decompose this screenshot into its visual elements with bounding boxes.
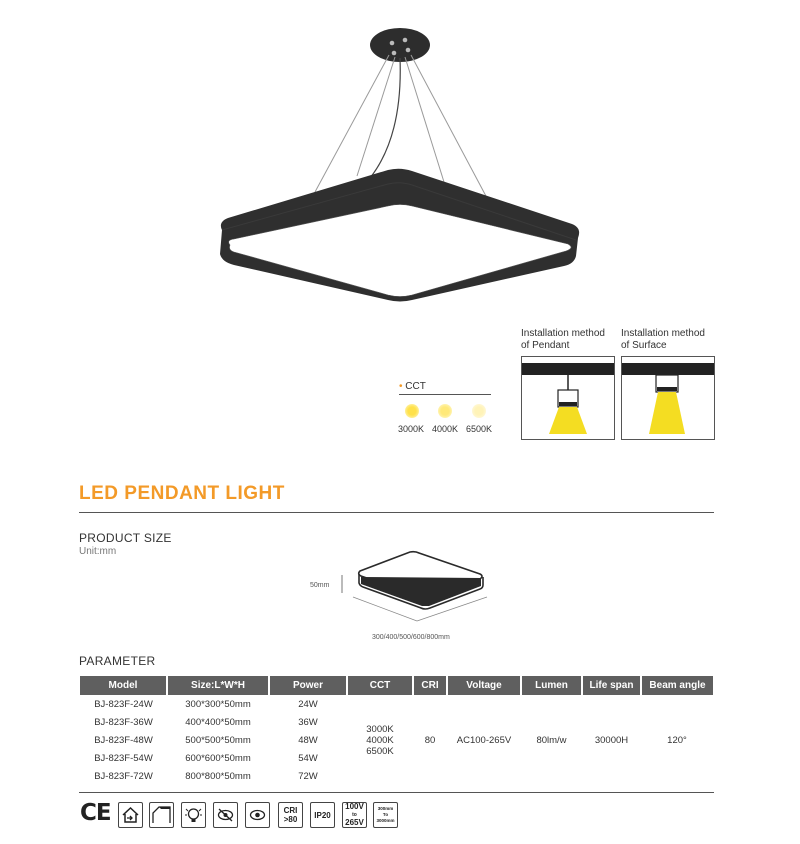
cell-model: BJ-823F-48W: [94, 734, 153, 746]
cell-cri: 80: [424, 734, 436, 746]
width-dimension-label: 300/400/500/600/800mm: [372, 634, 450, 641]
indoor-use-icon: [118, 802, 143, 828]
cct-4000k-label: 4000K: [432, 424, 459, 434]
unit-label: Unit:mm: [79, 546, 117, 557]
cell-size: 600*600*50mm: [185, 752, 251, 764]
cct-title: [399, 381, 426, 392]
cct-value-6500k: 6500K: [366, 745, 394, 757]
cell-power: 72W: [298, 770, 318, 782]
parameter-table: [80, 676, 713, 785]
cct-4000k-swatch: [438, 404, 452, 418]
cell-size: 400*400*50mm: [185, 716, 251, 728]
cct-divider: [399, 394, 491, 395]
col-cct: CCT: [347, 676, 413, 695]
cct-title-text: CCT: [405, 381, 426, 392]
cell-life-span: 30000H: [594, 734, 629, 746]
cell-size: 300*300*50mm: [185, 698, 251, 710]
cct-3000k-swatch: [405, 404, 419, 418]
voltage-bottom: 265V: [345, 818, 364, 827]
cable-length-icon: [373, 802, 398, 828]
cell-cct: [347, 695, 413, 785]
cell-model: BJ-823F-24W: [94, 698, 153, 710]
table-row: [80, 695, 713, 713]
voltage-mid: to: [352, 812, 357, 818]
cct-value-3000k: 3000K: [366, 723, 394, 735]
height-dimension-label: 50mm: [310, 582, 330, 589]
product-size-heading: PRODUCT SIZE: [79, 531, 172, 545]
pendant-light-image: [0, 0, 800, 320]
cri-badge-top: CRI: [283, 806, 298, 815]
cct-6500k-swatch: [472, 404, 486, 418]
title-divider: [79, 512, 714, 513]
install-surface-label-line2: of Surface: [621, 340, 667, 351]
cell-power: 36W: [298, 716, 318, 728]
install-surface-label-line1: Installation method: [621, 328, 705, 339]
install-pendant-label-line1: Installation method: [521, 328, 605, 339]
cell-power: 24W: [298, 698, 318, 710]
install-pendant-label: [521, 328, 605, 352]
ce-mark-icon: CE: [80, 800, 111, 826]
ip20-badge-icon: [310, 802, 335, 828]
col-size: Size:L*W*H: [167, 676, 269, 695]
col-life-span: Life span: [582, 676, 641, 695]
cell-beam-angle: 120°: [667, 734, 687, 746]
cell-size: 500*500*50mm: [185, 734, 251, 746]
table-header-row: [80, 676, 713, 695]
cell-lumen: 80lm/w: [536, 734, 567, 746]
col-voltage: Voltage: [447, 676, 521, 695]
table-bottom-divider: [79, 792, 714, 793]
eye-protection-icon: [245, 802, 270, 828]
cct-panel: [397, 378, 497, 438]
cell-voltage: AC100-265V: [456, 734, 512, 746]
light-bulb-icon: [181, 802, 206, 828]
pendant-install-diagram: [521, 356, 615, 440]
cri-badge-bottom: >80: [283, 815, 298, 824]
ip-rating-text: IP20: [314, 810, 331, 820]
col-cri: CRI: [413, 676, 447, 695]
voltage-top: 100V: [345, 802, 364, 811]
cell-power: 54W: [298, 752, 318, 764]
cell-model: BJ-823F-72W: [94, 770, 153, 782]
cct-value-4000k: 4000K: [366, 734, 394, 746]
ceiling-mount-icon: [149, 802, 174, 828]
length-top: 300mm: [377, 806, 394, 811]
cell-model: BJ-823F-36W: [94, 716, 153, 728]
length-mid: To: [382, 812, 389, 817]
cct-3000k-label: 3000K: [398, 424, 425, 434]
col-power: Power: [269, 676, 347, 695]
col-model: Model: [80, 676, 167, 695]
install-pendant-label-line2: of Pendant: [521, 340, 570, 351]
surface-install-diagram: [621, 356, 715, 440]
col-lumen: Lumen: [521, 676, 582, 695]
cct-6500k-label: 6500K: [466, 424, 493, 434]
voltage-range-icon: [342, 802, 367, 828]
bullet-icon: •: [399, 381, 406, 392]
cell-model: BJ-823F-54W: [94, 752, 153, 764]
parameter-heading: PARAMETER: [79, 654, 156, 668]
col-beam-angle: Beam angle: [641, 676, 713, 695]
cell-size: 800*800*50mm: [185, 770, 251, 782]
cell-power: 48W: [298, 734, 318, 746]
no-dimming-icon: [213, 802, 238, 828]
product-size-diagram: [305, 548, 505, 648]
length-bottom: 3000mm: [376, 818, 395, 823]
install-surface-label: [621, 328, 705, 352]
page-title: LED PENDANT LIGHT: [79, 483, 285, 504]
cri-badge-icon: [278, 802, 303, 828]
